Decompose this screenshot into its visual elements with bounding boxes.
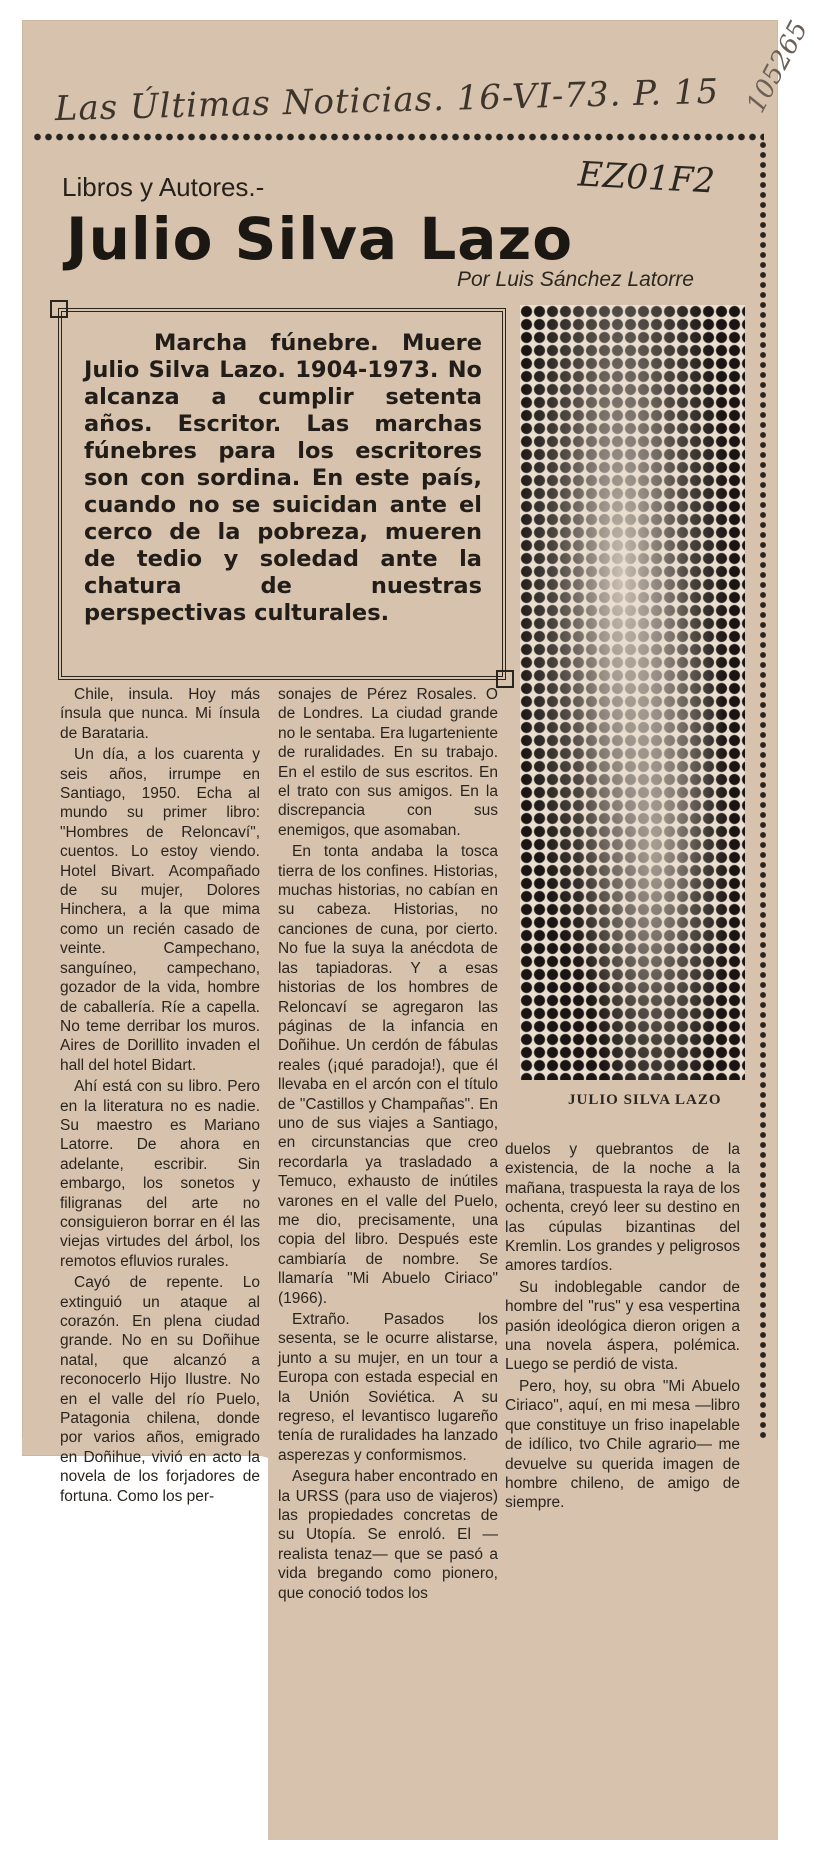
- paragraph: Extraño. Pasados los sesenta, se le ocurre alistarse, junto a su mujer, en un tour a Europa con estada especial en la Unión Soviética. A su regreso, el levantisco lugareño tenía de ruralidades ha lanzado asperezas y conformismos.: [278, 1311, 498, 1464]
- paragraph: Chile, insula. Hoy más ínsula que nunca. Mi ínsula de Barataria.: [60, 686, 260, 742]
- author-photo: [520, 305, 745, 1080]
- paragraph: En tonta andaba la tosca tierra de los confines. Historias, muchas historias, no cabían en su cabeza. Historias, no canciones de cuna, por cierto. No fue la suya la anécdota de las tapiadoras. Y a esas historias de los hombres de Reloncaví se agregaron las páginas de la infancia en Doñihue. Un cerdón de fábulas reales (¡qué paradoja!), que él llevaba en el arcón con el título de "Castillos y Champañas". En uno de sus viajes a Santiago, en circunstancias que creo recordarla ya trasladado a Temuco, exhausto de inútiles varones en el valle del Puelo, me dio, precisamente, una copia del libro. Después este cambiaría de nombre. Se llamaría "Mi Abuelo Ciriaco" (1966).: [278, 843, 498, 1307]
- paragraph: Asegura haber encontrado en la URSS (para uso de viajeros) las propiedades concretas de su Utopía. Se enroló. El —realista tenaz— que se pasó a vida bregando como pionero, que conoció todos los: [278, 1468, 498, 1602]
- paragraph: Pero, hoy, su obra "Mi Abuelo Ciriaco", aquí, en mi mesa —libro que constituye un friso inapelable de idílico, tvo Chile agrario— me devuelve su querida imagen de hombre chileno, de amigo de siempre.: [505, 1377, 740, 1512]
- article-title: Julio Silva Lazo: [66, 205, 574, 273]
- dotted-top-rule: [32, 132, 764, 142]
- handwritten-source-note: Las Últimas Noticias. 16-VI-73. P. 15: [54, 71, 720, 130]
- article-column-3: [505, 1140, 740, 1515]
- article-column-1: [60, 685, 260, 1508]
- section-label: Libros y Autores.-: [62, 172, 265, 202]
- photo-caption: JULIO SILVA LAZO: [568, 1092, 722, 1108]
- paragraph: Cayó de repente. Lo extinguió un ataque al corazón. En plena ciudad grande. No en su Doñihue natal, que alcanzó a reconocerlo Hijo Ilustre. No en el valle del río Puelo, Patagonia chilena, donde por varios años, emigrado en Doñihue, vivió en acto la novela de los forjadores de fortuna. Como los per-: [60, 1274, 260, 1505]
- article-byline: Por Luis Sánchez Latorre: [457, 268, 694, 291]
- paragraph: Un día, a los cuarenta y seis años, irrumpe en Santiago, 1950. Echa al mundo su primer libro: "Hombres de Reloncaví", cuentos. Lo estoy viendo. Hotel Bivart. Acompañado de su mujer, Dolores Hinchera, a la que mima como un recién casado de veinte. Campechano, sanguíneo, campechano, gozador de la vida, hombre de caballería. Ríe a capella. No teme derribar los muros. Aires de Dorillito invaden el hall del hotel Bidart.: [60, 746, 260, 1074]
- dotted-right-border: [758, 140, 768, 1440]
- intro-box: [58, 308, 506, 680]
- paragraph: sonajes de Pérez Rosales. O de Londres. La ciudad grande no le sentaba. Era lugarteniente de ruralidades. En su trabajo. En el estilo de sus escritos. En el trato con sus amigos. En la discrepancia con sus enemigos, que asomaban.: [278, 686, 498, 839]
- paragraph: Su indoblegable candor de hombre del "rus" y esa vespertina pasión ideológica dieron origen a una novela áspera, polémica. Luego se perdió de vista.: [505, 1278, 740, 1374]
- paragraph: Ahí está con su libro. Pero en la literatura no es nadie. Su maestro es Mariano Latorre. De ahora en adelante, escribir. Sin embargo, los sonetos y filigranas del arte no consiguieron borrar en él las viejas virtudes del árbol, los remotos efluvios rurales.: [60, 1078, 260, 1270]
- article-column-2: [278, 685, 498, 1605]
- archive-code: EZ01F2: [577, 154, 716, 202]
- reference-number: 105265: [741, 16, 814, 118]
- paragraph: duelos y quebrantos de la existencia, de la noche a la mañana, traspuesta la raya de los ochenta, creyó leer su destino en las cúpulas bizantinas del Kremlin. Los grandes y peligrosos amores tardíos.: [505, 1141, 740, 1275]
- intro-text: Marcha fúnebre. Muere Julio Silva Lazo. 1904-1973. No alcanza a cumplir setenta años. Escritor. Las marchas fúnebres para los escritores son con sordina. En este país, cuando no se suicidan ante el cerco de la pobreza, mueren de tedio y soledad ante la chatura de nuestras perspectivas culturales.: [84, 330, 482, 626]
